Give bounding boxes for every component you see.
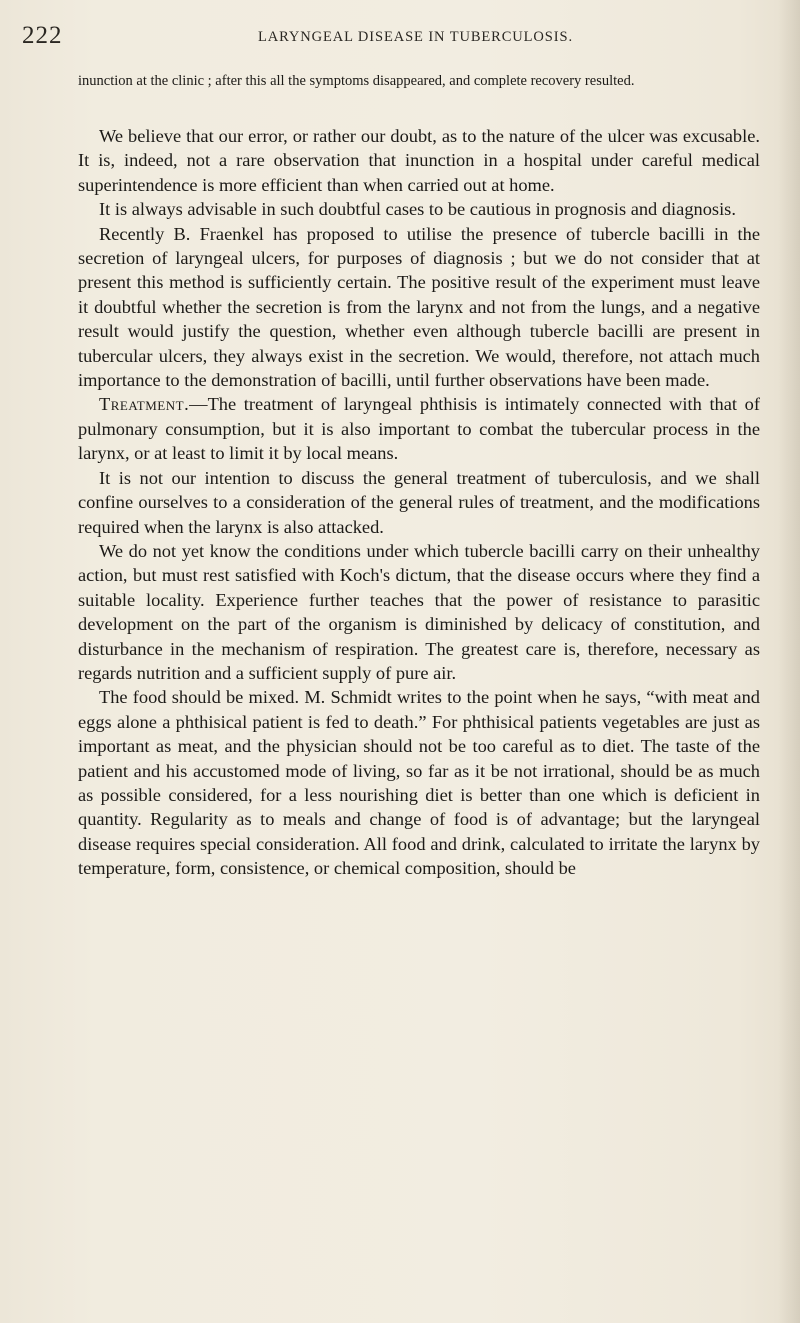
paragraph: [78, 466, 760, 539]
paragraph-text: The food should be mixed. M. Schmidt writes to the point when he says, “with meat and eggs alone a phthisical patient is fed to death.” For phthisical patients vegetables are just as important as meat, and the physician should not be too careful as to diet. The taste of the patient and his accustomed mode of living, so far as it be not irrational, should be as much as possible considered, for a less nourishing diet is better than one which is deficient in quantity. Regularity as to meals and change of food is of advantage; but the laryngeal disease requires special consideration. All food and drink, calculated to irritate the larynx by temperature, form, consistence, or chemical composition, should be: [78, 687, 760, 879]
paragraph: [78, 124, 760, 197]
paragraph-text: Recently B. Fraenkel has proposed to utilise the presence of tubercle bacilli in the secretion of laryngeal ulcers, for purposes of diagnosis ; but we do not consider that at present this method is sufficiently certain. The positive result of the experiment must leave it doubtful whether the secretion is from the larynx and not from the lungs, and a negative result would justify the question, whether even although tubercle bacilli are present in tubercular ulcers, they always exist in the secretion. We would, therefore, not attach much importance to the demonstration of bacilli, until further observations have been made.: [78, 223, 760, 391]
paragraph: [78, 197, 760, 221]
case-note: inunction at the clinic ; after this all the symptoms disappeared, and complete recovery resulted.: [78, 73, 635, 89]
paragraph: [78, 392, 760, 465]
paragraph-text: We believe that our error, or rather our doubt, as to the nature of the ulcer was excusable. It is, indeed, not a rare observation that inunction in a hospital under careful medical superintendence is more efficient than when carried out at home.: [78, 126, 760, 195]
paragraph: [78, 539, 760, 685]
paragraph-text: —The treatment of laryngeal phthisis is intimately connected with that of pulmonary consumption, but it is also important to combat the tubercular process in the larynx, or at least to limit it by local means.: [78, 394, 760, 464]
paragraph: [78, 685, 760, 880]
running-title: LARYNGEAL DISEASE IN TUBERCULOSIS.: [258, 29, 573, 45]
paragraph-text: It is not our intention to discuss the general treatment of tuberculosis, and we shall confine ourselves to a consideration of the general rules of treatment, and the modifications required when the larynx is also attacked.: [78, 467, 760, 537]
paragraph-text: We do not yet know the conditions under which tubercle bacilli carry on their unhealthy action, but must rest satisfied with Koch's dictum, that the disease occurs where they find a suitable locality. Experience further teaches that the power of resistance to parasitic development on the part of the organism is diminished by delicacy of constitution, and disturbance in the mechanism of respiration. The greatest care is, therefore, necessary as regards nutrition and a sufficient supply of pure air.: [78, 540, 760, 683]
section-heading: Treatment.: [99, 394, 190, 415]
page-number: 222: [22, 22, 63, 49]
paragraph-text: It is always advisable in such doubtful cases to be cautious in prognosis and diagnosis.: [99, 199, 736, 220]
body-text: [78, 124, 760, 881]
paragraph: [78, 222, 760, 393]
running-head: [22, 22, 778, 52]
page-edge-shadow: [778, 0, 800, 1323]
